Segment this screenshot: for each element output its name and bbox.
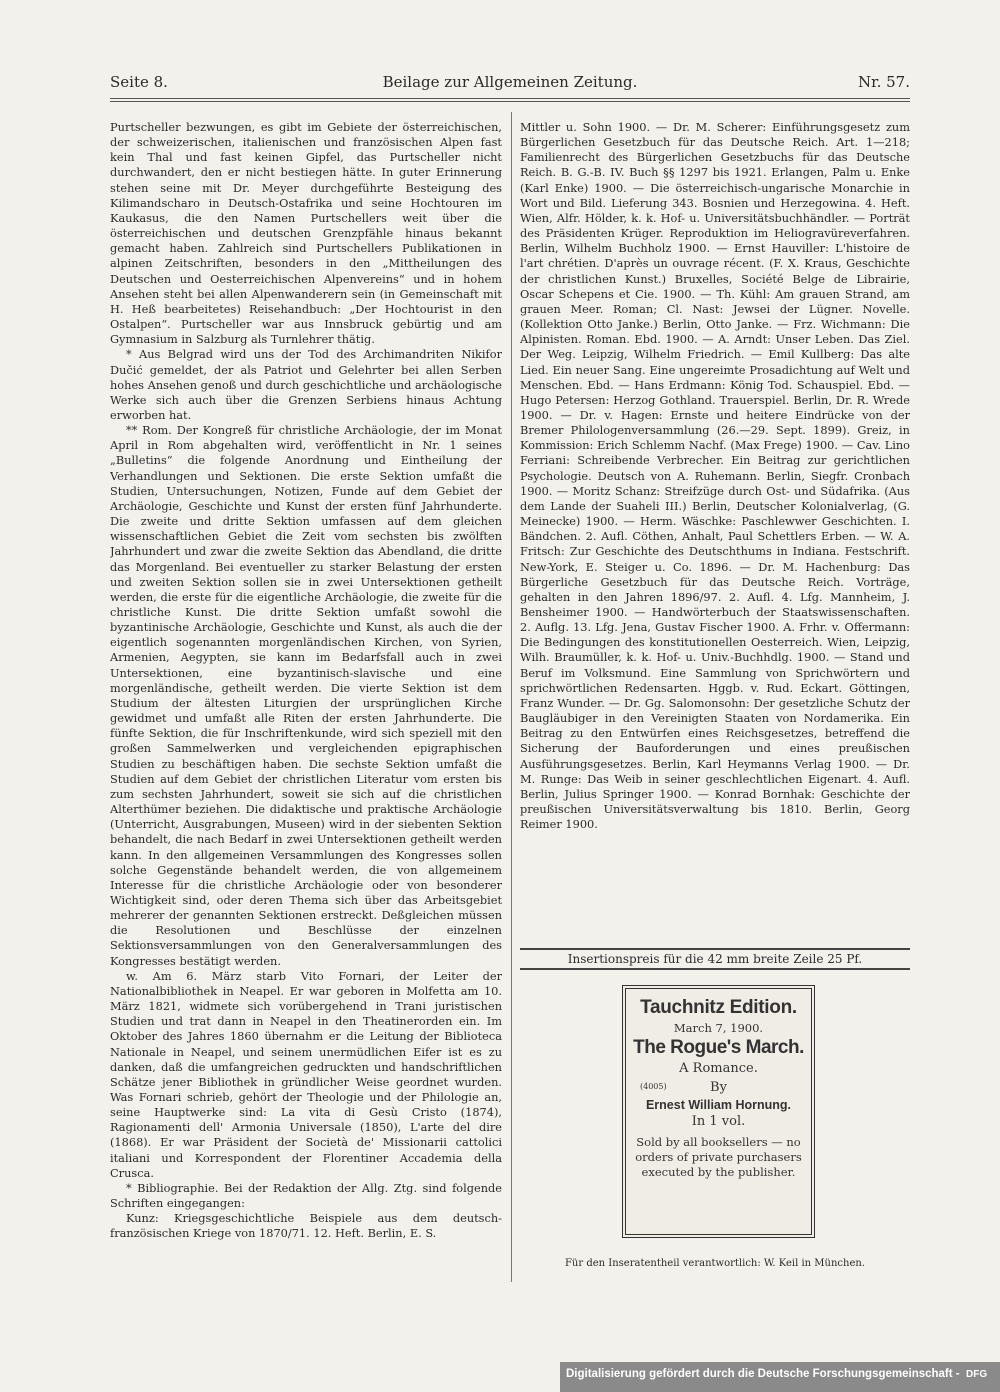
right-column xyxy=(520,120,910,940)
dfg-logo: DFG xyxy=(966,1369,988,1380)
page-header xyxy=(110,73,910,95)
issue-number: Nr. 57. xyxy=(857,73,910,91)
ad-brand: Tauchnitz Edition. xyxy=(640,997,797,1018)
ad-author: Ernest William Hornung. xyxy=(645,1098,792,1112)
article-rom-kongress: ** Rom. Der Kongreß für christliche Archäologie, der im Monat April in Rom abgehalten wird, veröffentlicht in Nr. 1 seines „Bulletins“ die folgende Anordnung und Eintheilung der Verhandlungen und Sektionen. Die erste Sektion umfaßt die Studien, Untersuchungen, Notizen, Funde auf dem Gebiet der Archäologie, Geschichte und Kunst der ersten fünf Jahrhunderte. Die zweite und dritte Sektion umfassen auf dem gleichen wissenschaftlichen Gebiet die Zeit vom sechsten bis zwölften Jahrhundert und zwar die zweite Sektion das Abendland, die dritte das Morgenland. Bei eventueller zu starker Belastung der ersten und zweiten Sektion sollen sie in zwei Untersektionen getheilt werden, die erste für die eigentliche Archäologie, die zweite für die christliche Kunst. Die dritte Sektion umfaßt sowohl die byzantinische Archäologie, Geschichte und Kunst, als auch die der eigentlich sogenannten morgenländischen Kirchen, von Syrien, Armenien, Aegypten, sie kann im Bedarfsfall auch in zwei Untersektionen, eine byzantinisch-slavische und eine morgenländische, getheilt werden. Die vierte Sektion ist dem Studium der ältesten Liturgien der ursprünglichen Kirche gewidmet und umfaßt alle Riten der ersten Jahrhunderte. Die fünfte Sektion, die für Inschriftenkunde, wird sich speziell mit den großen Sammelwerken und vergleichenden epigraphischen Studien zu beschäftigen haben. Die sechste Sektion umfaßt die Studien auf dem Gebiet der christlichen Literatur vom ersten bis zum sechsten Jahrhundert, soweit sie sich auf die christlichen Alterthümer beziehen. Die didaktische und praktische Archäologie (Unterricht, Ausgrabungen, Museen) wird in der siebenten Sektion behandelt, die nach Bedarf in zwei Untersektionen getheilt werden kann. In den allgemeinen Versammlungen des Kongresses sollen solche Gegenstände behandelt werden, die von allgemeinem Interesse für die christliche Archäologie oder von besonderer Wichtigkeit sind, oder deren Thema sich über das Arbeitsgebiet mehrerer der genannten Sektionen erstreckt. Deßgleichen müssen die Resolutionen und Beschlüsse der einzelnen Sektionsversammlungen von den Generalversammlungen des Kongresses bestätigt werden. xyxy=(110,423,502,968)
article-fornari: w. Am 6. März starb Vito Fornari, der Leiter der Nationalbibliothek in Neapel. Er war geboren in Molfetta am 10. März 1821, widmete sich vorübergehend in Trani juristischen Studien und trat dann in Neapel in den Theatinerorden ein. Im Oktober des Jahres 1860 übernahm er die Leitung der Biblioteca Nationale in Neapel, und seinem unermüdlichen Eifer ist es zu danken, daß die umfangreichen gedruckten und handschriftlichen Schätze jener Bibliothek in gründlicher Weise geordnet wurden. Was Fornari schrieb, gehört der Theologie und der Philologie an, seine Hauptwerke sind: La vita di Gesù Cristo (1874), Ragionamenti dell' Armonia Universale (1850), L'arte del dire (1868). Er war Präsident der Società de' Missionarii cattolici italiani und Korrespondent der Florentiner Accademia della Crusca. xyxy=(110,968,502,1180)
ad-volumes: In 1 vol. xyxy=(691,1114,746,1129)
publication-title: Beilage zur Allgemeinen Zeitung. xyxy=(382,73,638,91)
ad-volume-number: (4005) xyxy=(640,1082,667,1091)
ad-rule-top xyxy=(520,948,910,950)
left-column xyxy=(110,120,502,1280)
ad-rule-bottom xyxy=(520,968,910,970)
article-belgrad: * Aus Belgrad wird uns der Tod des Archimandriten Nikifor Dučić gemeldet, der als Patriot und Gelehrter bei allen Serben hohes Ansehen genoß und durch geschichtliche und archäologische Werke sich auch über die Grenzen Serbiens hinaus Achtung erworben hat. xyxy=(110,347,502,422)
ad-by-row xyxy=(626,1080,811,1096)
bibliography-list: Mittler u. Sohn 1900. — Dr. M. Scherer: Einführungsgesetz zum Bürgerlichen Gesetzbuch für das Deutsche Reich. Art. 1—218; Familienrecht des Bürgerlichen Gesetzbuchs für das Deutsche Reich. B. G.-B. IV. Buch §§ 1297 bis 1921. Erlangen, Palm u. Enke (Karl Enke) 1900. — Die österreichisch-ungarische Monarchie in Wort und Bild. Lieferung 343. Bosnien und Herzegowina. 4. Heft. Wien, Alfr. Hölder, k. k. Hof- u. Universitätsbuchhändler. — Porträt des Präsidenten Krüger. Reproduktion im Heliogravüreverfahren. Berlin, Wilhelm Buchholz 1900. — Ernst Hauviller: L'histoire de l'art chrétien. D'après un ouvrage récent. (F. X. Kraus, Geschichte der christlichen Kunst.) Bruxelles, Société Belge de Librairie, Oscar Schepens et Cie. 1900. — Th. Kühl: Am grauen Strand, am grauen Meer. Roman; Cl. Nast: Jewsei der Lügner. Novelle. (Kollektion Otto Janke.) Berlin, Otto Janke. — Frz. Wichmann: Die Alpinisten. Roman. Ebd. 1900. — A. Arndt: Unser Leben. Das Ziel. Der Weg. Leipzig, Wilhelm Friedrich. — Emil Kullberg: Das alte Lied. Ein neuer Sang. Eine ungereimte Prosadichtung auf Welt und Menschen. Ebd. — Hans Erdmann: König Tod. Schauspiel. Ebd. — Hugo Petersen: Herzog Gothland. Trauerspiel. Berlin, Dr. R. Wrede 1900. — Dr. v. Hagen: Ernste und heitere Eindrücke von der Bremer Philologenversammlung (26.—29. Sept. 1899). Greiz, in Kommission: Erich Schlemm Nachf. (Max Frege) 1900. — Cav. Lino Ferriani: Schreibende Verbrecher. Ein Beitrag zur gerichtlichen Psychologie. Deutsch von A. Ruhemann. Berlin, Siegfr. Cronbach 1900. — Moritz Schanz: Streifzüge durch Ost- und Südafrika. (Aus dem Lande der Suaheli III.) Berlin, Deutscher Kolonialverlag, (G. Meinecke) 1900. — Herm. Wäschke: Paschlewwer Geschichten. I. Bändchen. 2. Aufl. Cöthen, Anhalt, Paul Schettlers Erben. — W. A. Fritsch: Zur Geschichte des Deutschthums in Indiana. Festschrift. New-York, E. Steiger u. Co. 1896. — Dr. M. Hachenburg: Das Bürgerliche Gesetzbuch für das Deutsche Reich. Vorträge, gehalten in den Jahren 1896/97. 2. Aufl. 4. Lfg. Mannheim, J. Bensheimer 1900. — Handwörterbuch der Staatswissenschaften. 2. Auflg. 13. Lfg. Jena, Gustav Fischer 1900. A. Frhr. v. Offermann: Die Bedingungen des konstitutionellen Oesterreich. Wien, Leipzig, Wilh. Braumüller, k. k. Hof- u. Univ.-Buchhdlg. 1900. — Stand und Beruf im Volksmund. Eine Sammlung von Sprichwörtern und sprichwörtlichen Redensarten. Hggb. v. Rud. Eckart. Göttingen, Franz Wunder. — Dr. Gg. Salomonsohn: Der gesetzliche Schutz der Baugläubiger in den Vereinigten Staaten von Nordamerika. Ein Beitrag zu den Entwürfen eines Reichsgesetzes, betreffend die Sicherung der Bauforderungen und eines preußischen Ausführungsgesetzes. Berlin, Karl Heymanns Verlag 1900. — Dr. M. Runge: Das Weib in seiner geschlechtlichen Eigenart. 4. Aufl. Berlin, Julius Springer 1900. — Konrad Bornhak: Geschichte der preußischen Universitätsverwaltung bis 1810. Berlin, Georg Reimer 1900. xyxy=(520,120,910,832)
page-number: Seite 8. xyxy=(110,73,168,91)
ad-subtitle: A Romance. xyxy=(679,1061,758,1076)
responsibility-notice: Für den Inseratentheil verantwortlich: W. Keil in München. xyxy=(564,1258,866,1269)
insertion-price: Insertionspreis für die 42 mm breite Zeile 25 Pf. xyxy=(567,952,863,966)
ad-note: Sold by all booksellers — no orders of private purchasers executed by the publisher. xyxy=(635,1135,802,1179)
bibliography-entry: Kunz: Kriegsgeschichtliche Beispiele aus dem deutsch-französischen Kriege von 1870/71. 12. Heft. Berlin, E. S. xyxy=(110,1211,502,1241)
column-divider xyxy=(511,112,512,1282)
article-bibliographie: * Bibliographie. Bei der Redaktion der Allg. Ztg. sind folgende Schriften eingegangen: xyxy=(110,1180,502,1211)
ad-book-title: The Rogue's March. xyxy=(633,1037,804,1058)
tauchnitz-advertisement xyxy=(622,985,815,1238)
article-purtscheller: Purtscheller bezwungen, es gibt im Gebiete der österreichischen, der schweizerischen, italienischen und französischen Alpen fast kein Thal und fast keinen Gipfel, das Purtscheller nicht durchwandert, den er nicht bestiegen hätte. In guter Erinnerung stehen seine mit Dr. Meyer durchgeführte Besteigung des Kilimandscharo in Deutsch-Ostafrika und seine Hochtouren im Kaukasus, die den Namen Purtschellers weit über die österreichischen und deutschen Grenzpfähle hinaus bekannt gemacht haben. Zahlreich sind Purtschellers Publikationen in alpinen Zeitschriften, besonders in den „Mittheilungen des Deutschen und Oesterreichischen Alpenvereins“ und in hohem Ansehen steht bei allen Alpenwanderern sein (in Gemeinschaft mit H. Heß bearbeitetes) Reisehandbuch: „Der Hochtourist in den Ostalpen“. Purtscheller war aus Innsbruck gebürtig und am Gymnasium in Salzburg als Turnlehrer thätig. xyxy=(110,120,502,347)
header-rule-double xyxy=(110,101,910,102)
digitization-notice: Digitalisierung gefördert durch die Deutsche Forschungsgemeinschaft - xyxy=(566,1368,960,1380)
header-rule xyxy=(110,98,910,99)
ad-date: March 7, 1900. xyxy=(673,1021,764,1035)
ad-by: By xyxy=(710,1080,727,1095)
